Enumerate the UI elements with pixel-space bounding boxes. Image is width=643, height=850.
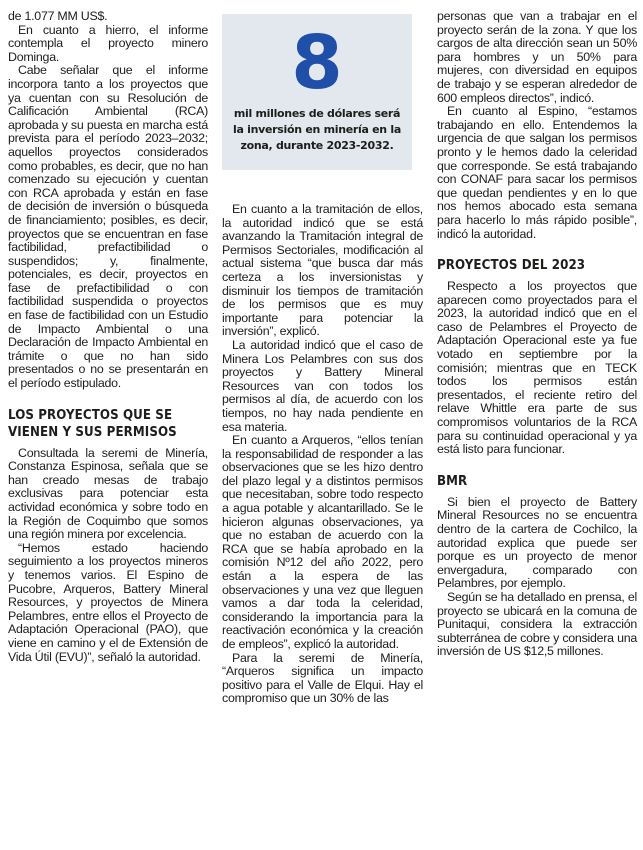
article-column-3: [437, 10, 637, 659]
paragraph: En cuanto al Espino, “estamos trabajando en ello. Entendemos la urgencia de que salgan los permisos pronto y le hemos dado la celeridad que corresponde. Se está trabajando con CONAF para sacar los permisos que quedan pendientes y en lo que nos hemos abocado esta semana para hacerlo lo más rápido posible”, indicó la autoridad.: [437, 104, 637, 241]
highlight-number: 8: [291, 20, 343, 106]
paragraph: Consultada la seremi de Minería, Constanza Espinosa, señala que se han creado mesas de trabajo exclusivas para potenciar esta actividad económica y sobre todo en la Región de Coquimbo que somos una región minera por excelencia.: [8, 445, 208, 542]
paragraph: En cuanto a hierro, el informe contempla el proyecto minero Dominga.: [8, 22, 208, 64]
paragraph: En cuanto a la tramitación de ellos, la autoridad indicó que se está avanzando la Tramitación integral de Permisos Sectoriales, modificación al actual sistema “que busca dar más certeza a los inversionistas y disminuir los tiempos de tramitación de los permisos que es muy importante para potenciar la inversión”, explicó.: [222, 202, 423, 339]
paragraph: Según se ha detallado en prensa, el proyecto se ubicará en la comuna de Punitaqui, considera la extracción subterránea de cobre y considera una inversión de US $12,5 millones.: [437, 589, 637, 659]
section-heading: BMR: [437, 473, 468, 489]
paragraph: Cabe señalar que el informe incorpora tanto a los proyectos que ya cuentan con su Resolución de Calificación Ambiental (RCA) aprobada y su puesta en marcha está prevista para el período 2023–2032; aquellos proyectos considerados como probables, es decir, que no han comenzado su ejecución y cuentan con RCA aprobada y están en fase de decisión de inversión o búsqueda de financiamiento; posibles, es decir, proyectos que se encuentran en fase factibilidad, prefactibilidad o suspendidos; y, finalmente, potenciales, es decir, proyectos en fase de prefactibilidad o con factibilidad suspendida o proyectos en fase de factibilidad con un Estudio de Impacto Ambiental o una Declaración de Impacto Ambiental en trámite o que no han sido presentados o no se presentarán en el período estipulado.: [8, 63, 208, 391]
article-column-1: [8, 10, 208, 664]
paragraph: personas que van a trabajar en el proyecto serán de la zona. Y que los cargos de alta dirección sean un 50% para hombres y un 50% para mujeres, con diversidad en equipos de trabajo y se esperan alrededor de 600 empleos directos”, indicó.: [437, 9, 637, 105]
highlight-caption: mil millones de dólares será la inversión en minería en la zona, durante 2023-2032.: [233, 107, 401, 152]
paragraph: Respecto a los proyectos que aparecen como proyectados para el 2023, la autoridad indicó que en el caso de Pelambres el Proyecto de Adaptación Operacional este ya fue votado en septiembre por la comisión; mientras que en TECK todos los permisos están presentados, el reciente retiro del relave Whittle era parte de sus compromisos voluntarios de la RCA para su continuidad operacional y ya está listo para funcionar.: [437, 279, 637, 457]
section-heading: LOS PROYECTOS QUE SE VIENEN Y SUS PERMISOS: [8, 407, 177, 440]
section-heading: PROYECTOS DEL 2023: [437, 258, 586, 274]
paragraph: “Hemos estado haciendo seguimiento a los proyectos mineros y tenemos varios. El Espino de Pucobre, Arqueros, Battery Mineral Resources, y proyectos de Minera Pelambres, entre ellos el Proyecto de Adaptación Operacional (PAO), que viene en camino y el de Extensión de Vida Útil (EVU)”, señaló la autoridad.: [8, 540, 208, 664]
paragraph: Para la seremi de Minería, “Arqueros significa un impacto positivo para el Valle de Elqui. Hay el compromiso que un 30% de las: [222, 650, 423, 706]
highlight-box: [222, 14, 412, 170]
paragraph: En cuanto a Arqueros, “ellos tenían la responsabilidad de responder a las observaciones que se les hizo dentro del plazo legal y a distintos permisos que necesitaban, sobre todo respecto a agua potable y alcantarillado. Se le hicieron algunas observaciones, ya que no estaban de acuerdo con la RCA que se había aprobado en la comisión Nº12 del año 2022, pero están a la espera de las observaciones y una vez que lleguen vamos a dar toda la celeridad, considerando la importancia para la reactivación económica y la creación de empleos”, explicó la autoridad.: [222, 433, 423, 651]
article-column-2: [222, 203, 423, 706]
paragraph: La autoridad indicó que el caso de Minera Los Pelambres con sus dos proyectos y Battery Mineral Resources van con todos los permisos al día, de acuerdo con los tiempos, no hay nada pendiente en esa materia.: [222, 337, 423, 434]
paragraph: de 1.077 MM US$.: [8, 9, 108, 23]
paragraph: Si bien el proyecto de Battery Mineral Resources no se encuentra dentro de la cartera de Cochilco, la autoridad explica que puede ser porque es un proyecto de menor envergadura, comparado con Pelambres, por ejemplo.: [437, 494, 637, 591]
